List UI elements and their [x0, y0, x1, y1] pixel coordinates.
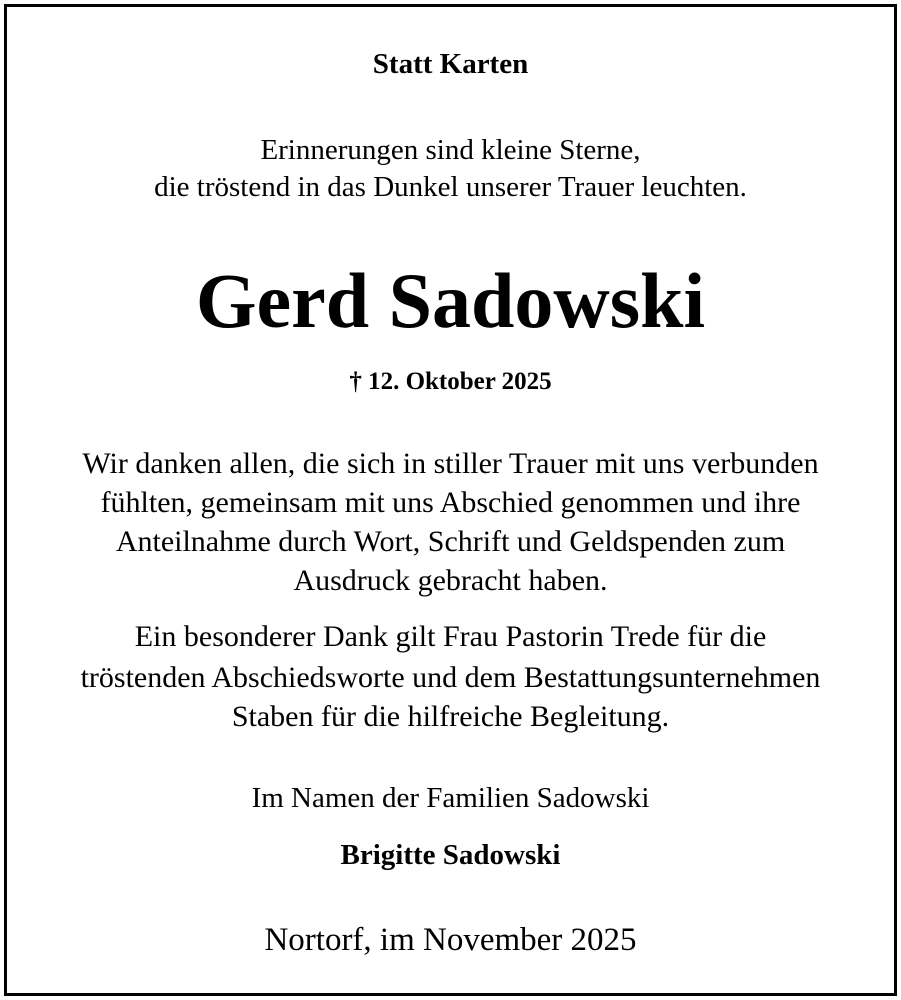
paragraph-line: fühlten, gemeinsam mit uns Abschied genommen und ihre	[100, 486, 801, 519]
death-date: † 12. Oktober 2025	[349, 368, 552, 395]
paragraph-line: Ein besonderer Dank gilt Frau Pastorin Trede für die	[134, 620, 767, 653]
paragraph-line: Ausdruck gebracht haben.	[293, 564, 608, 597]
place-date: Nortorf, im November 2025	[264, 922, 637, 958]
deceased-name: Gerd Sadowski	[195, 257, 706, 344]
notice-header: Statt Karten	[372, 48, 529, 80]
quote-line: die tröstend in das Dunkel unserer Trauer leuchten.	[154, 171, 747, 203]
paragraph-line: Wir danken allen, die sich in stiller Trauer mit uns verbunden	[82, 447, 819, 480]
paragraph-line: tröstenden Abschiedsworte und dem Bestattungsunternehmen	[80, 661, 821, 694]
paragraph-line: Staben für die hilfreiche Begleitung.	[231, 700, 670, 733]
signature-intro: Im Namen der Familien Sadowski	[251, 782, 650, 814]
signatory-name: Brigitte Sadowski	[340, 839, 561, 871]
paragraph-line: Anteilnahme durch Wort, Schrift und Geldspenden zum	[115, 525, 786, 558]
quote-line: Erinnerungen sind kleine Sterne,	[260, 134, 641, 166]
